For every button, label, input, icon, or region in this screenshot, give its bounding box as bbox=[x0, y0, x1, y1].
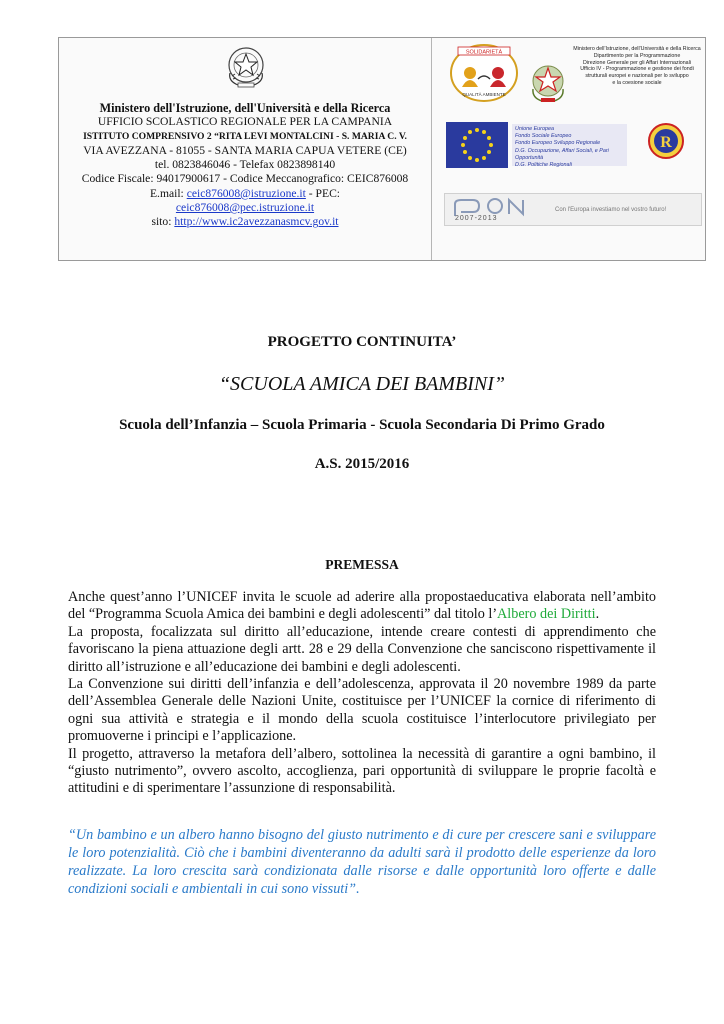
pon-banner bbox=[444, 193, 702, 226]
pec-line bbox=[59, 201, 431, 215]
regional-office: UFFICIO SCOLASTICO REGIONALE PER LA CAMPANIA bbox=[97, 115, 393, 129]
project-label: PROGETTO CONTINUITA’ bbox=[267, 334, 457, 350]
eu-line-2: Fondo Sociale Europeo bbox=[515, 133, 572, 140]
solidarity-logo bbox=[448, 43, 520, 105]
miur-line-6: e la coesione sociale bbox=[612, 79, 662, 86]
region-logo-icon bbox=[646, 120, 686, 162]
miur-line-5: strutturali europei e nazionali per lo sviluppo bbox=[585, 73, 689, 80]
pon-slogan: Con l'Europa investiamo nel vostro futuro! bbox=[555, 207, 667, 213]
letterhead bbox=[58, 37, 706, 261]
paragraph-1-end: . bbox=[595, 606, 600, 623]
albero-dei-diritti-highlight: Albero dei Diritti bbox=[497, 606, 596, 623]
paragraph-2: La proposta, focalizzata sul diritto all’educazione, intende creare contesti di apprendimento che favoriscano la piena attuazione degli artt. 28 e 29 della Convenzione che sanciscono rispettivamente il diritto all’istruzione e all’educazione dei bambini e degli adolescenti. bbox=[68, 623, 656, 675]
miur-line-3: Direzione Generale per gli Affari Internazionali bbox=[583, 59, 691, 66]
email-link[interactable]: ceic876008@istruzione.it bbox=[186, 186, 306, 200]
italian-republic-emblem-icon bbox=[224, 43, 268, 89]
eu-line-5: D.G. Politiche Regionali bbox=[515, 162, 572, 169]
premessa-body bbox=[68, 589, 656, 798]
eu-line-3: Fondo Europeo Sviluppo Regionale bbox=[515, 140, 601, 147]
premessa-heading: PREMESSA bbox=[325, 557, 399, 572]
school-year: A.S. 2015/2016 bbox=[314, 456, 410, 472]
schools-line: Scuola dell’Infanzia – Scuola Primaria - Scuola Secondaria Di Primo Grado bbox=[119, 417, 605, 433]
paragraph-4: Il progetto, attraverso la metafora dell’albero, sottolinea la necessità di garantire a ogni bambino, il “giusto nutrimento”, ovvero ascolto, accoglienza, pari opportunità di sviluppare le proprie facoltà e attitudini e di sperimentare l’assunzione di responsabilità. bbox=[68, 745, 656, 797]
email-line bbox=[59, 187, 431, 201]
miur-line-1: Ministero dell'Istruzione, dell'Università e della Ricerca bbox=[573, 46, 701, 52]
paragraph-1 bbox=[68, 589, 656, 624]
eu-funds-text bbox=[512, 124, 627, 169]
project-title: “SCUOLA AMICA DEI BAMBINI” bbox=[218, 373, 506, 395]
miur-department-text bbox=[572, 46, 702, 87]
school-phone: tel. 0823846046 - Telefax 0823898140 bbox=[154, 158, 336, 172]
eu-line-4: D.G. Occupazione, Affari Sociali, e Pari Opportunità bbox=[515, 147, 609, 161]
miur-line-2: Dipartimento per la Programmazione bbox=[593, 52, 681, 59]
school-name: ISTITUTO COMPRENSIVO 2 “RITA LEVI MONTALCINI - S. MARIA C. V. bbox=[83, 130, 407, 142]
solidarity-logo-top-text: SOLIDARIETÀ bbox=[465, 49, 503, 56]
solidarity-logo-bottom-text: QUALITÀ AMBIENTE bbox=[462, 92, 506, 97]
ministry-name: Ministero dell'Istruzione, dell'Università e della Ricerca bbox=[99, 101, 391, 115]
paragraph-3: La Convenzione sui diritti dell’infanzia e dell’adolescenza, approvata il 20 novembre 1989 da parte dell’Assemblea Generale delle Nazioni Unite, costituisce per l’UNICEF la cornice di riferimento di ogni sua attività e strategia e il mondo della scuola costituisce l’interlocutore privilegiato per promuoverne i principi e l’applicazione. bbox=[68, 676, 656, 745]
republic-emblem-color-icon bbox=[528, 62, 568, 104]
site-label: sito: bbox=[151, 215, 175, 229]
svg-text:R: R bbox=[660, 134, 672, 151]
paragraph-1-text: Anche quest’anno l’UNICEF invita le scuole ad aderire alla propostaeducativa elaborata nell’ambito del “Programma Scuola Amica dei bambini e degli adolescenti” dal titolo l’ bbox=[68, 589, 656, 623]
pon-years: 2007-2013 bbox=[455, 215, 498, 222]
eu-line-1: Unione Europea bbox=[515, 126, 554, 132]
miur-line-4: Ufficio IV - Programmazione e gestione dei fondi bbox=[580, 66, 694, 73]
school-address: VIA AVEZZANA - 81055 - SANTA MARIA CAPUA VETERE (CE) bbox=[83, 143, 407, 157]
unicef-quote: “Un bambino e un albero hanno bisogno del giusto nutrimento e di cure per crescere sani e sviluppare le loro potenzialità. Ciò che i bambini diventeranno da adulti sarà il prodotto delle esperienze da loro realizzate. La loro crescita sarà condizionata dalle risorse e dalle opportunità loro offerte e dalle condizioni sociali e ambientali in cui sono vissuti”. bbox=[68, 827, 656, 897]
site-link[interactable]: http://www.ic2avezzanasmcv.gov.it bbox=[174, 215, 339, 229]
email-label: E.mail: bbox=[149, 186, 187, 200]
pec-label: - PEC: bbox=[305, 186, 341, 200]
eu-flag-icon bbox=[446, 122, 508, 168]
letterhead-institution bbox=[59, 38, 432, 260]
site-line bbox=[59, 215, 431, 229]
pec-link[interactable]: ceic876008@pec.istruzione.it bbox=[175, 201, 315, 215]
letterhead-logos bbox=[432, 38, 705, 260]
institution-details bbox=[59, 101, 431, 230]
school-codes: Codice Fiscale: 94017900617 - Codice Meccanografico: CEIC876008 bbox=[81, 172, 409, 186]
